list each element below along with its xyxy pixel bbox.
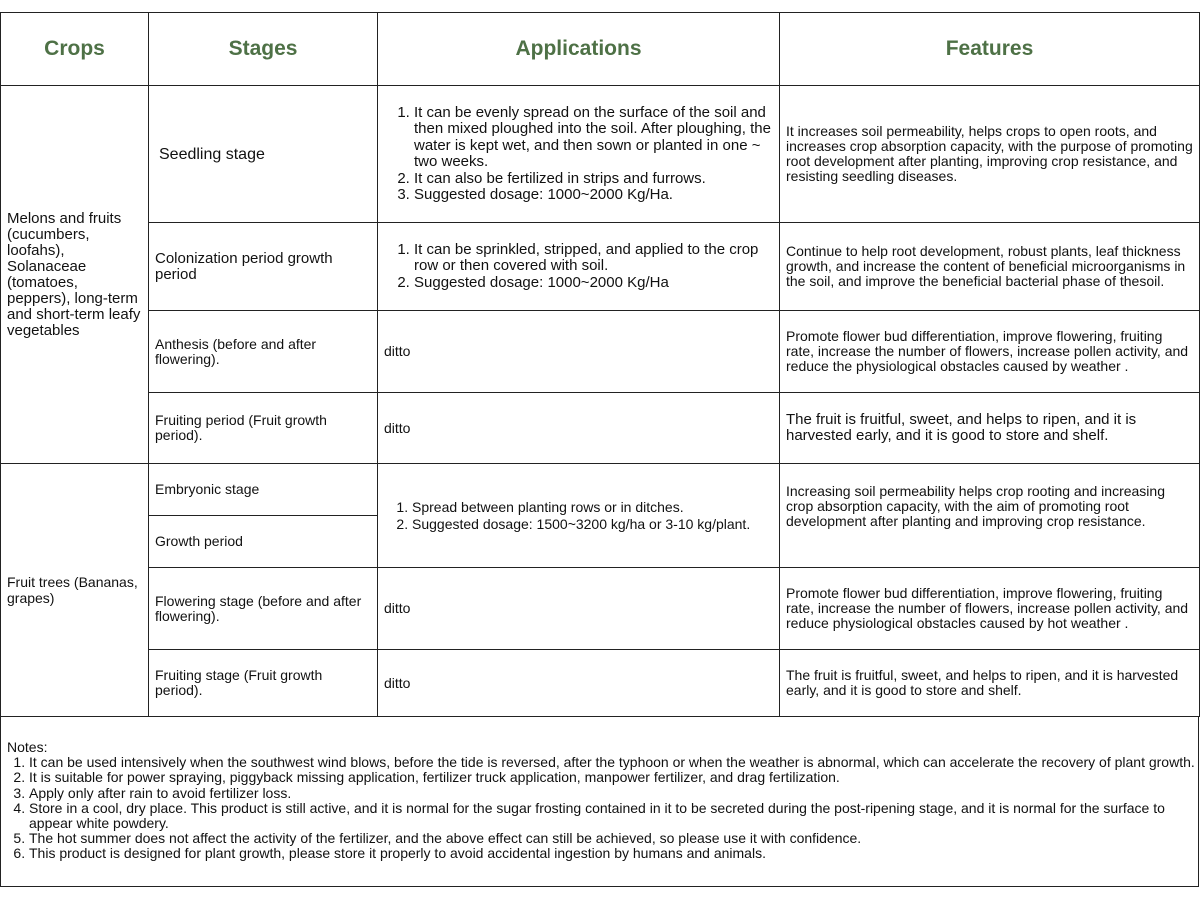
stage-cell: Flowering stage (before and after flowering). [149, 568, 378, 650]
stage-cell: Anthesis (before and after flowering). [149, 311, 378, 393]
header-applications: Applications [378, 13, 780, 86]
table-row [1, 393, 1200, 464]
header-crops: Crops [1, 13, 149, 86]
application-item: 2. Suggested dosage: 1500~3200 kg/ha or 3-10 kg/plant. [412, 516, 773, 533]
stage-cell: Fruiting period (Fruit growth period). [149, 393, 378, 464]
notes-title: Notes: [7, 739, 48, 755]
stage-cell: Seedling stage [149, 86, 378, 223]
feature-cell: Promote flower bud differentiation, improve flowering, fruiting rate, increase the number of flowers, increase pollen activity, and reduce physiological obstacles caused by hot weather . [780, 568, 1200, 650]
header-stages: Stages [149, 13, 378, 86]
stage-cell: Growth period [149, 516, 378, 568]
fertilizer-usage-table [0, 12, 1200, 717]
applications-cell: ditto [378, 568, 780, 650]
table-row [1, 464, 1200, 516]
header-features: Features [780, 13, 1200, 86]
application-item: 1. Spread between planting rows or in ditches. [412, 499, 773, 516]
note-item: 5. The hot summer does not affect the activity of the fertilizer, and the above effect can still be achieved, so please use it with confidence. [29, 831, 1198, 846]
stage-cell: Fruiting stage (Fruit growth period). [149, 650, 378, 717]
stage-cell: Colonization period growth period [149, 223, 378, 311]
note-item: 3. Apply only after rain to avoid fertilizer loss. [29, 786, 1198, 801]
note-item: 2. It is suitable for power spraying, piggyback missing application, fertilizer truck application, manpower fertilizer, and drag fertilization. [29, 770, 1198, 785]
applications-cell [378, 86, 780, 223]
application-item: 1. It can be evenly spread on the surface of the soil and then mixed ploughed into the soil. After ploughing, the water is kept wet, and then sown or planted in one ~ two weeks. [414, 105, 773, 171]
applications-cell: ditto [378, 650, 780, 717]
table-row [1, 650, 1200, 717]
applications-cell [378, 223, 780, 311]
feature-cell: Increasing soil permeability helps crop rooting and increasing crop absorption capacity, with the aim of promoting root development after planting and improving crop resistance. [780, 464, 1200, 568]
applications-cell: ditto [378, 393, 780, 464]
applications-cell: ditto [378, 311, 780, 393]
note-item: 4. Store in a cool, dry place. This product is still active, and it is normal for the sugar frosting contained in it to be secreted during the post-ripening stage, and it is normal for the surface to appear white powdery. [29, 801, 1198, 831]
table-row [1, 223, 1200, 311]
header-row [1, 13, 1200, 86]
notes-section [0, 716, 1199, 887]
feature-cell: Promote flower bud differentiation, improve flowering, fruiting rate, increase the number of flowers, increase pollen activity, and reduce the physiological obstacles caused by weather . [780, 311, 1200, 393]
stage-cell: Embryonic stage [149, 464, 378, 516]
application-item: 2. Suggested dosage: 1000~2000 Kg/Ha [414, 275, 773, 292]
table-row [1, 311, 1200, 393]
application-item: 3. Suggested dosage: 1000~2000 Kg/Ha. [414, 187, 773, 204]
table-row [1, 86, 1200, 223]
table-row [1, 568, 1200, 650]
note-item: 1. It can be used intensively when the southwest wind blows, before the tide is reversed, after the typhoon or when the weather is abnormal, which can accelerate the recovery of plant growth. [29, 755, 1198, 770]
crop-cell: Fruit trees (Bananas, grapes) [1, 464, 149, 717]
feature-cell: The fruit is fruitful, sweet, and helps to ripen, and it is harvested early, and it is good to store and shelf. [780, 393, 1200, 464]
feature-cell: It increases soil permeability, helps crops to open roots, and increases crop absorption capacity, with the purpose of promoting root development after planting, improving crop resistance, and resisting seedling diseases. [780, 86, 1200, 223]
note-item: 6. This product is designed for plant growth, please store it properly to avoid accidental ingestion by humans and animals. [29, 846, 1198, 861]
crop-cell: Melons and fruits (cucumbers, loofahs), Solanaceae (tomatoes, peppers), long-term and short-term leafy vegetables [1, 86, 149, 464]
feature-cell: Continue to help root development, robust plants, leaf thickness growth, and increase the content of beneficial microorganisms in the soil, and improve the beneficial bacterial phase of thesoil. [780, 223, 1200, 311]
application-item: 1. It can be sprinkled, stripped, and applied to the crop row or then covered with soil. [414, 242, 773, 275]
application-item: 2. It can also be fertilized in strips and furrows. [414, 171, 773, 188]
applications-cell [378, 464, 780, 568]
feature-cell: The fruit is fruitful, sweet, and helps to ripen, and it is harvested early, and it is good to store and shelf. [780, 650, 1200, 717]
